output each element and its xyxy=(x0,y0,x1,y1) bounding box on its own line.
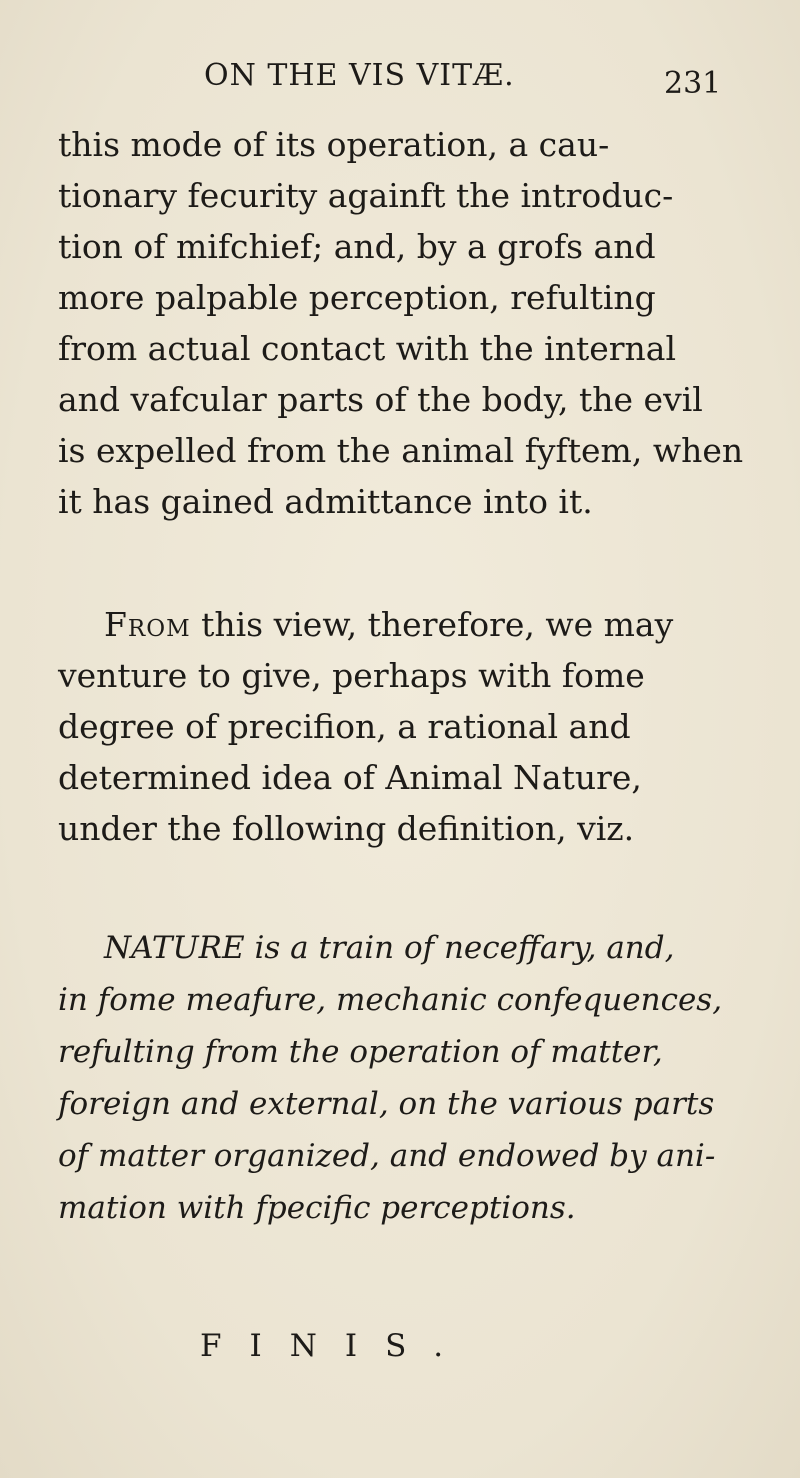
text-line: more palpable perception, refulting xyxy=(58,278,656,317)
lead-word: From xyxy=(104,605,191,644)
first-line-rest: this view, therefore, we may xyxy=(190,605,674,644)
definition-line: foreign and external, on the various parts xyxy=(58,1086,715,1122)
text-line: from actual contact with the internal xyxy=(58,329,676,368)
definition-line: mation with fpecific perceptions. xyxy=(58,1190,576,1226)
page-number: 231 xyxy=(664,66,722,101)
text-line: it has gained admittance into it. xyxy=(58,482,593,521)
text-line: and vafcular parts of the body, the evil xyxy=(58,380,703,419)
definition-line: in fome meafure, mechanic confequences, xyxy=(58,982,723,1018)
definition-line: of matter organized, and endowed by ani- xyxy=(58,1138,716,1174)
definition-line: NATURE is a train of neceffary, and, xyxy=(104,930,675,966)
definition-line: refulting from the operation of matter, xyxy=(58,1034,663,1070)
text-line: under the following definition, viz. xyxy=(58,809,635,848)
running-title: ON THE VIS VITÆ. xyxy=(204,58,515,93)
text-line: determined idea of Animal Nature, xyxy=(58,758,642,797)
text-line: tion of mifchief; and, by a grofs and xyxy=(58,227,656,266)
text-line-first xyxy=(104,605,674,644)
text-line: venture to give, perhaps with fome xyxy=(58,656,645,695)
text-line: this mode of its operation, a cau- xyxy=(58,125,610,164)
text-line: is expelled from the animal fyftem, when xyxy=(58,431,744,470)
text-line: tionary fecurity againft the introduc- xyxy=(58,176,674,215)
text-line: degree of precifion, a rational and xyxy=(58,707,631,746)
finis-ending: FINIS. xyxy=(200,1328,472,1364)
